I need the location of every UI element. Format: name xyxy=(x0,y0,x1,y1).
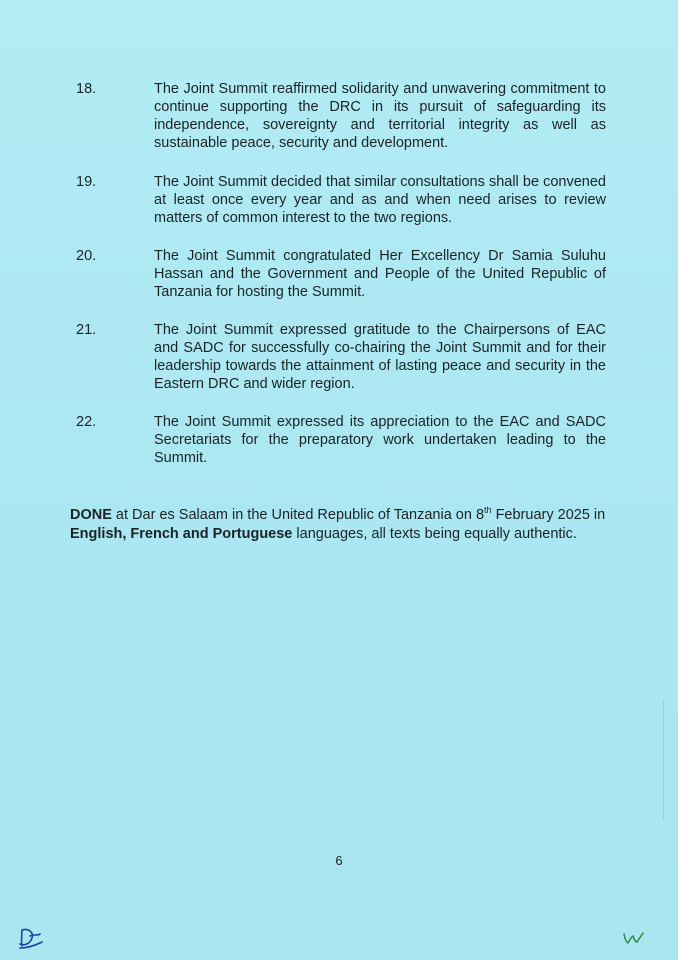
done-label: DONE xyxy=(70,507,112,523)
closing-text-part2: February 2025 in xyxy=(491,507,606,523)
paragraph-number: 19. xyxy=(76,174,97,190)
paragraph-text: The Joint Summit decided that similar consultations shall be convened at least once every year and as and when need arises to review matters of common interest to the two regions. xyxy=(154,174,606,226)
languages: English, French and Portuguese xyxy=(70,525,293,542)
page-number: 6 xyxy=(335,853,343,868)
paragraph-text: The Joint Summit congratulated Her Excellency Dr Samia Suluhu Hassan and the Government and People of the United Republic of Tanzania for hosting the Summit. xyxy=(154,248,606,300)
paragraph-number: 22. xyxy=(76,414,97,430)
initials-mark-left xyxy=(16,924,46,952)
paragraph-text: The Joint Summit expressed gratitude to the Chairpersons of EAC and SADC for successfully co-chairing the Joint Summit and for their leadership towards the attainment of lasting peace and security in the Eastern DRC and wider region. xyxy=(154,322,606,392)
paragraph-text: The Joint Summit reaffirmed solidarity and unwavering commitment to continue supporting the DRC in its pursuit of safeguarding its independence, sovereignty and territorial integrity as well as sustainable peace, security and development. xyxy=(154,81,606,151)
ordinal-suffix: th xyxy=(484,505,492,516)
closing-text-part3: languages, all texts being equally authentic. xyxy=(292,525,577,542)
closing-statement xyxy=(70,506,606,543)
paper-fold xyxy=(663,700,678,820)
initials-mark-right xyxy=(622,930,646,946)
paragraph-text: The Joint Summit expressed its appreciation to the EAC and SADC Secretariats for the preparatory work undertaken leading to the Summit. xyxy=(154,414,606,466)
closing-text-part1: at Dar es Salaam in the United Republic of Tanzania on 8 xyxy=(111,507,485,523)
paragraph-number: 20. xyxy=(76,248,97,264)
paragraph-number: 21. xyxy=(76,322,97,338)
paragraph-number: 18. xyxy=(76,81,97,97)
